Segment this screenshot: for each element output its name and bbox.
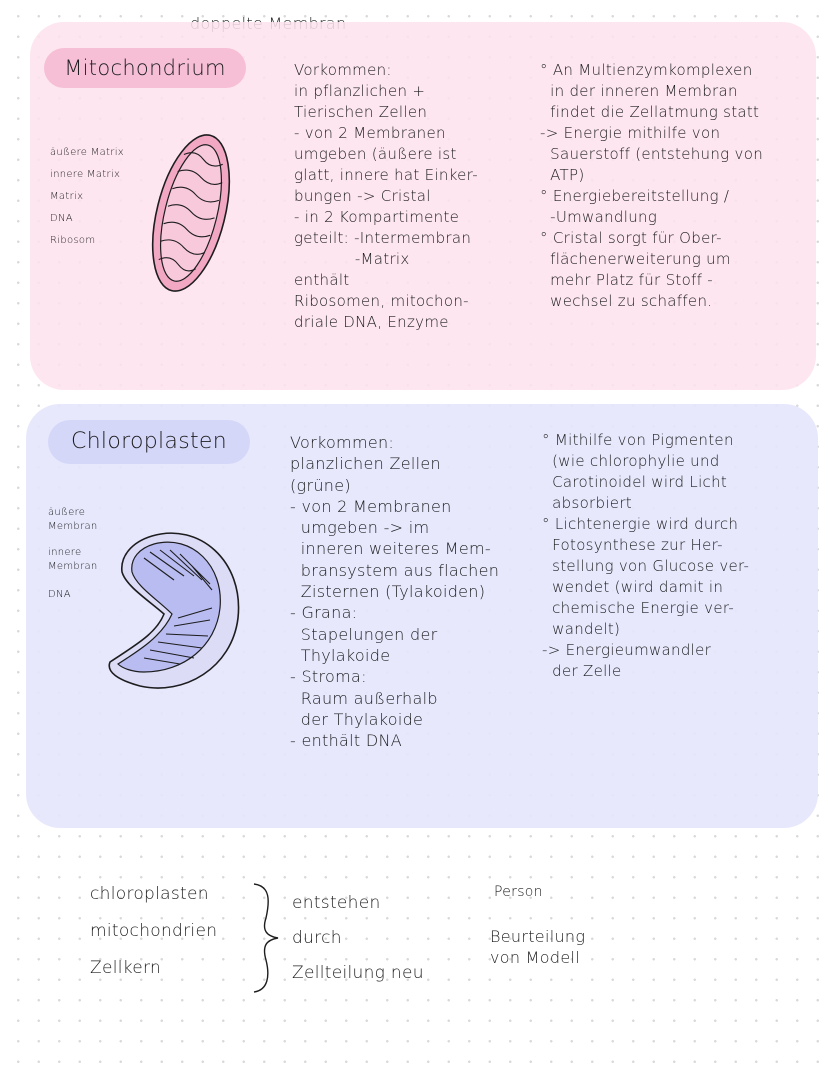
curly-brace [248, 880, 282, 996]
chloro-col1-line: Zisternen (Tylakoiden) [290, 582, 486, 602]
mito-col1-line: Ribosomen, mitochon- [294, 292, 469, 310]
mito-col2-line: -> Energie mithilfe von [540, 124, 721, 142]
mito-col1-line: Vorkommen: [294, 61, 392, 79]
chloro-col2-line: (wie chlorophylie und [542, 452, 720, 470]
bottom-assessment-note [490, 926, 585, 968]
mito-col1-line: - in 2 Kompartimente [294, 208, 460, 226]
chloro-col1-line: - Grana: [290, 603, 358, 623]
chloro-col1-line: bransystem aus flachen [290, 560, 500, 580]
mito-col2-line: Sauerstoff (entstehung von [540, 145, 763, 163]
mito-col2-line: ATP) [540, 166, 585, 184]
label-innere-matrix: innere Matrix [50, 169, 121, 180]
bottom-right-line: Beurteilung [490, 927, 586, 946]
mito-col2-line: ° Energiebereitstellung / [540, 187, 730, 205]
bottom-explanation [292, 886, 424, 991]
chloroplasten-description [290, 432, 499, 751]
label-aeussere-membran: äußere Membran [48, 507, 98, 532]
mito-col1-line: driale DNA, Enzyme [294, 313, 449, 331]
bottom-person-note: Person [494, 884, 543, 900]
chloro-col1-line: umgeben -> im [290, 518, 430, 538]
mitochondrium-functions [540, 60, 763, 312]
mito-col1-line: geteilt: -Intermembran [294, 229, 472, 247]
chloro-col1-line: - Stroma: [290, 667, 367, 687]
chloro-col2-line: chemische Energie ver- [542, 599, 735, 617]
mito-col1-line: enthält [294, 271, 350, 289]
bottom-list-item: chloroplasten [90, 884, 209, 904]
mito-col2-line: -Umwandlung [540, 208, 658, 226]
chloro-col1-line: inneren weiteres Mem- [290, 539, 491, 559]
chloro-col2-line: stellung von Glucose ver- [542, 557, 750, 575]
bottom-organelle-list [90, 876, 217, 987]
chloro-col2-line: wendet (wird damit in [542, 578, 724, 596]
mito-col2-line: ° An Multienzymkomplexen [540, 61, 753, 79]
mito-col1-line: in pflanzlichen + [294, 82, 426, 100]
mito-col1-line: -Matrix [294, 250, 410, 268]
chloro-col2-line: ° Mithilfe von Pigmenten [542, 431, 734, 449]
chloro-col1-line: Stapelungen der [290, 624, 438, 644]
mito-col1-line: bungen -> Cristal [294, 187, 431, 205]
mito-col2-line: ° Cristal sorgt für Ober- [540, 229, 722, 247]
label-dna: DNA [50, 213, 73, 224]
chloro-col2-line: wandelt) [542, 620, 621, 638]
bottom-middle-line: durch [292, 928, 342, 948]
chloro-col2-line: absorbiert [542, 494, 632, 512]
bottom-right-line: von Modell [490, 948, 580, 967]
label-matrix: Matrix [50, 191, 84, 202]
chloro-col1-line: der Thylakoide [290, 709, 424, 729]
mito-col1-line: glatt, innere hat Einker- [294, 166, 478, 184]
chloro-col1-line: Vorkommen: [290, 433, 395, 452]
bottom-middle-line: entstehen [292, 893, 381, 913]
mito-col2-line: wechsel zu schaffen. [540, 292, 713, 310]
mito-col1-line: - von 2 Membranen [294, 124, 446, 142]
label-innere-membran: innere Membran [48, 547, 98, 572]
mito-col2-line: flächenerweiterung um [540, 250, 731, 268]
label-aeussere-matrix: äußere Matrix [50, 147, 124, 158]
chloro-col2-line: der Zelle [542, 662, 622, 680]
chloro-col2-line: Fotosynthese zur Her- [542, 536, 723, 554]
chloro-col2-line: ° Lichtenergie wird durch [542, 515, 739, 533]
chloroplasten-title: Chloroplasten [48, 420, 250, 464]
bottom-list-item: Zellkern [90, 958, 162, 978]
chloro-col2-line: -> Energieumwandler [542, 641, 712, 659]
mitochondrium-labels [50, 142, 124, 252]
chloro-col1-line: Raum außerhalb [290, 688, 438, 708]
chloroplast-drawing [104, 526, 244, 694]
mito-col2-line: mehr Platz für Stoff - [540, 271, 713, 289]
mito-col2-line: findet die Zellatmung statt [540, 103, 760, 121]
chloro-col1-line: Thylakoide [290, 645, 391, 665]
mito-col1-line: Tierischen Zellen [294, 103, 428, 121]
chloro-col1-line: - enthält DNA [290, 731, 403, 751]
mito-col2-line: in der inneren Membran [540, 82, 738, 100]
mitochondrium-drawing [148, 128, 234, 298]
mitochondrium-description [294, 60, 478, 333]
chloroplasten-functions [542, 430, 749, 682]
mito-col1-line: umgeben (äußere ist [294, 145, 457, 163]
bottom-middle-line: Zellteilung neu [292, 963, 424, 983]
chloro-col1-line: - von 2 Membranen [290, 496, 452, 516]
label-dna: DNA [48, 589, 71, 600]
bottom-list-item: mitochondrien [90, 921, 218, 941]
chloro-col1-line: planzlichen Zellen [290, 454, 441, 474]
chloro-col2-line: Carotinoidel wird Licht [542, 473, 728, 491]
mitochondrium-title: Mitochondrium [44, 48, 246, 88]
label-ribosom: Ribosom [50, 235, 96, 246]
chloro-col1-line: (grüne) [290, 475, 351, 495]
